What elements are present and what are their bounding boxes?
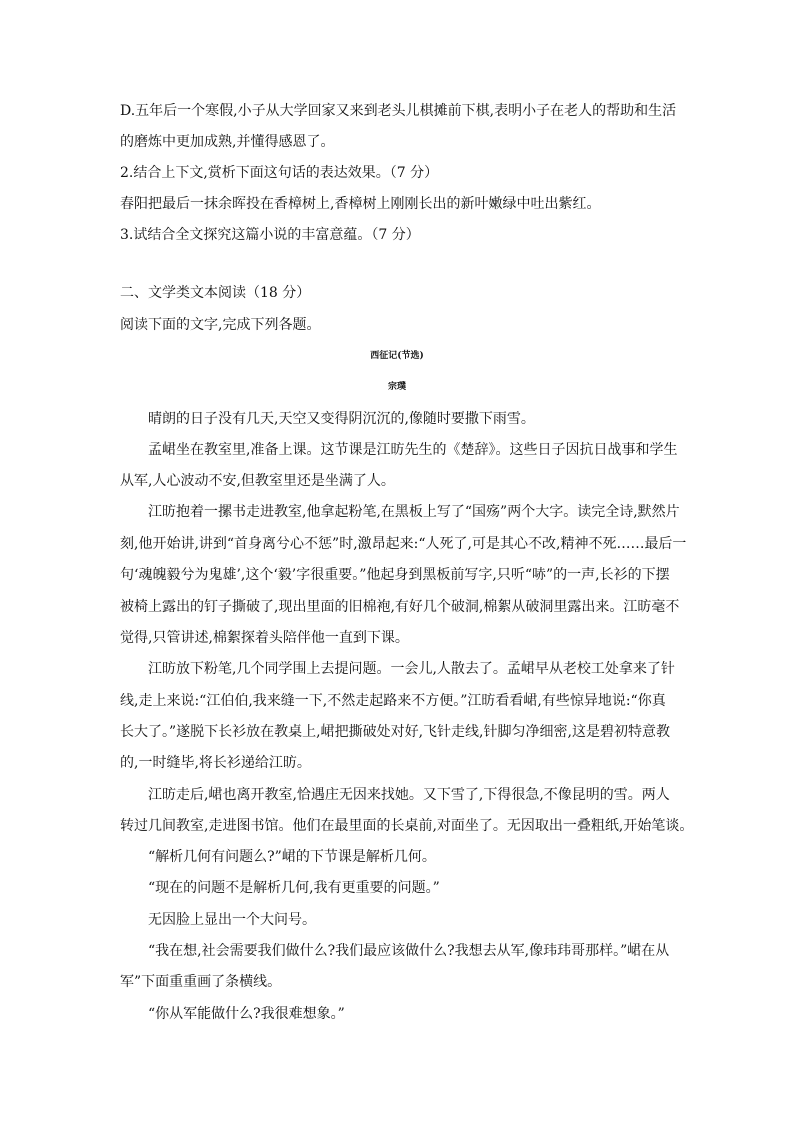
question-option-d-cont: 的磨炼中更加成熟,并懂得感恩了。 — [120, 134, 335, 150]
paragraph-line: 转过几间教室,走进图书馆。他们在最里面的长桌前,对面坐了。无因取出一叠粗纸,开始笔谈。 — [120, 818, 694, 834]
paragraph-line: 长大了。”遂脱下长衫放在教桌上,峮把撕破处对好,飞针走线,针脚匀净细密,这是碧初特意教 — [120, 724, 670, 740]
question-3: 3.试结合全文探究这篇小说的丰富意蕴。（7 分） — [120, 227, 420, 243]
paragraph-line: 江昉放下粉笔,几个同学围上去提问题。一会儿,人散去了。孟峮早从老校工处拿来了针 — [148, 661, 675, 677]
paragraph-line: 晴朗的日子没有几天,天空又变得阴沉沉的,像随时要撒下雨雪。 — [148, 411, 535, 427]
paragraph-line: 刻,他开始讲,讲到“首身离兮心不惩”时,激昂起来:“人死了,可是其心不改,精神不死……最后一 — [120, 536, 687, 552]
passage-title: 西征记(节选) — [370, 351, 424, 361]
section-instruction: 阅读下面的文字,完成下列各题。 — [120, 317, 321, 333]
passage-author: 宗璞 — [387, 382, 406, 392]
dialogue-line: 军”下面重重画了条横线。 — [120, 974, 282, 990]
paragraph-line: 的,一时缝毕,将长衫递给江昉。 — [120, 755, 311, 771]
dialogue-line: “解析几何有问题么?”峮的下节课是解析几何。 — [148, 849, 436, 865]
paragraph-line: 无因脸上显出一个大问号。 — [148, 912, 316, 928]
paragraph-line: 线,走上来说:“江伯伯,我来缝一下,不然走起路来不方便。”江昉看看峮,有些惊异地说:“你真 — [120, 693, 666, 709]
question-2: 2.结合上下文,赏析下面这句话的表达效果。（7 分） — [120, 165, 439, 181]
paragraph-line: 觉得,只管讲述,棉絮探着头陪伴他一直到下课。 — [120, 630, 409, 646]
paragraph-line: 江昉走后,峮也离开教室,恰遇庄无因来找她。又下雪了,下得很急,不像昆明的雪。两人 — [148, 787, 670, 803]
paragraph-line: 孟峮坐在教室里,准备上课。这节课是江昉先生的《楚辞》。这些日子因抗日战事和学生 — [148, 442, 678, 458]
dialogue-line: “我在想,社会需要我们做什么?我们最应该做什么?我想去从军,像玮玮哥那样。”峮在从 — [148, 943, 670, 959]
question-option-d: D.五年后一个寒假,小子从大学回家又来到老头儿棋摊前下棋,表明小子在老人的帮助和生活 — [120, 103, 677, 119]
dialogue-line: “你从军能做什么?我很难想象。” — [148, 1006, 345, 1022]
paragraph-line: 从军,人心波动不安,但教室里还是坐满了人。 — [120, 473, 395, 489]
section-heading: 二、文学类文本阅读（18 分） — [120, 285, 311, 301]
paragraph-line: 被椅上露出的钉子撕破了,现出里面的旧棉袍,有好几个破洞,棉絮从破洞里露出来。江昉毫不 — [120, 599, 680, 615]
question-2-quote: 春阳把最后一抹余晖投在香樟树上,香樟树上刚刚长出的新叶嫩绿中吐出紫红。 — [120, 196, 601, 212]
paragraph-line: 句‘魂魄毅兮为鬼雄’,这个‘毅’字很重要。”他起身到黑板前写字,只听“哧”的一声,长衫的下摆 — [120, 567, 670, 583]
dialogue-line: “现在的问题不是解析几何,我有更重要的问题。” — [148, 880, 440, 896]
paragraph-line: 江昉抱着一摞书走进教室,他拿起粉笔,在黑板上写了“国殇”两个大字。读完全诗,默然片 — [148, 504, 680, 520]
